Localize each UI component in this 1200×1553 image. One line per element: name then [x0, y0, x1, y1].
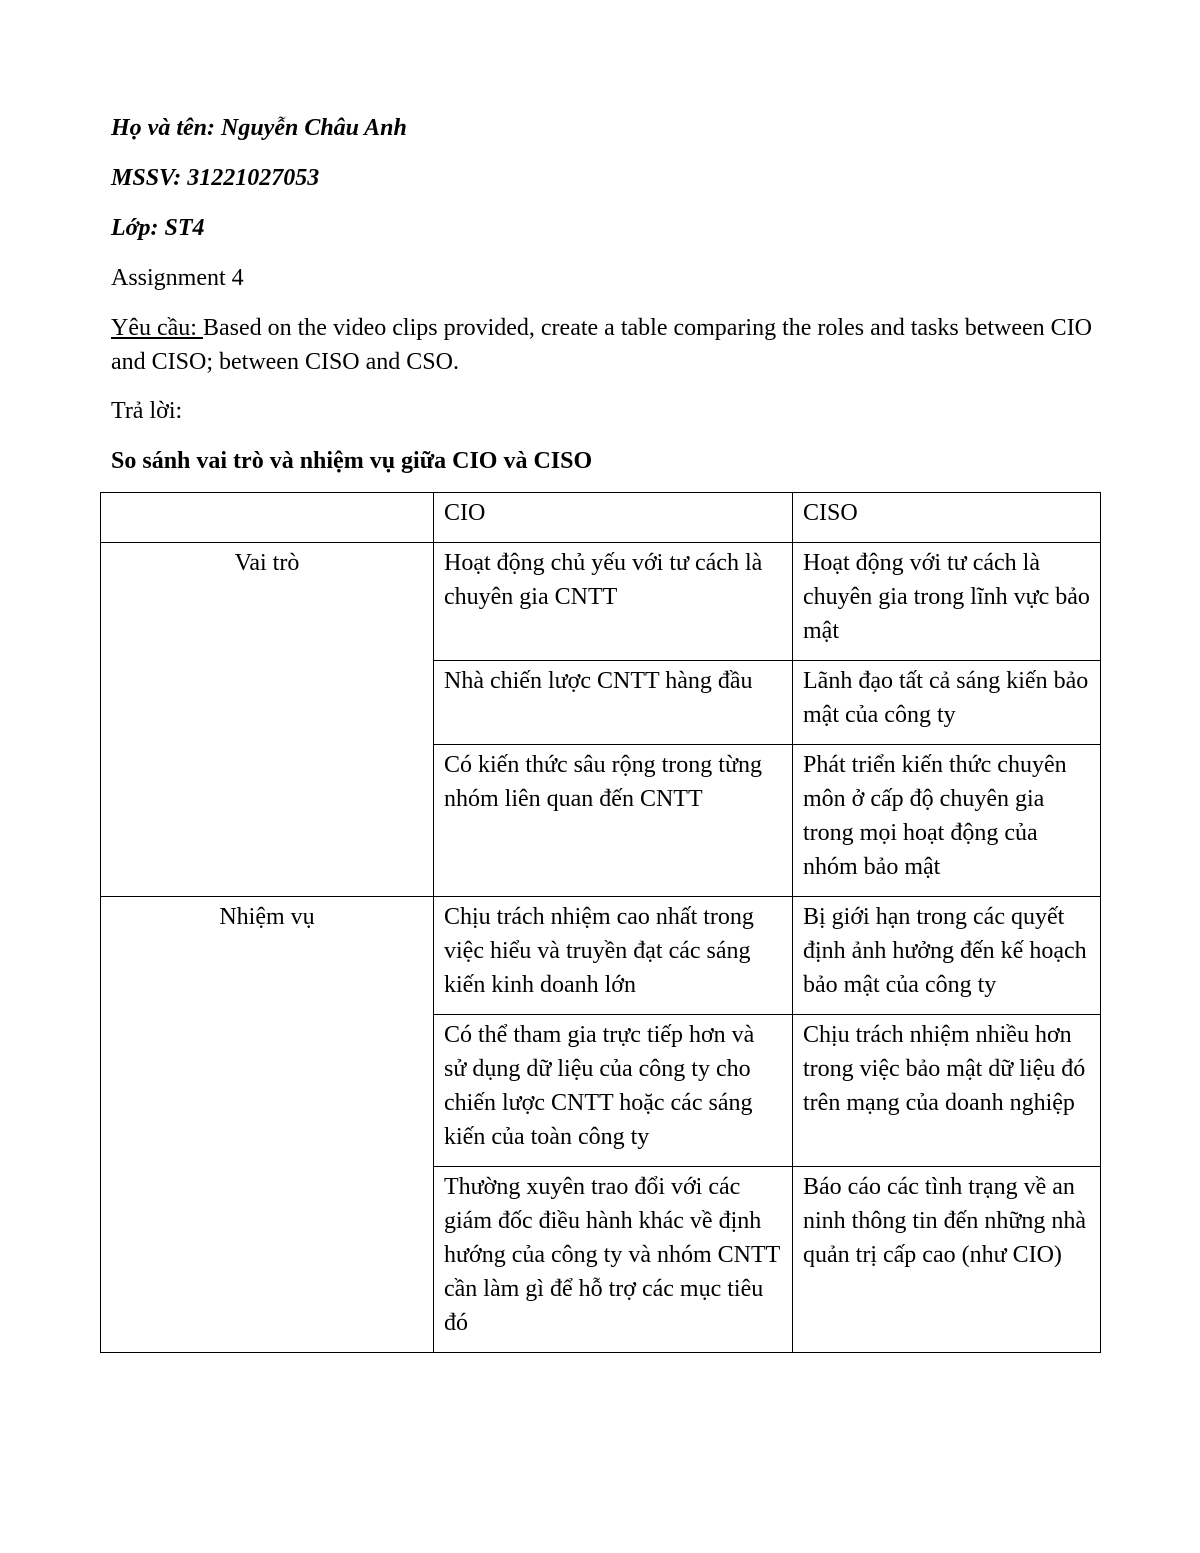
table-header-cell — [101, 493, 434, 543]
table-cell: Lãnh đạo tất cả sáng kiến bảo mật của công ty — [793, 661, 1101, 745]
table-cell: Phát triển kiến thức chuyên môn ở cấp độ chuyên gia trong mọi hoạt động của nhóm bảo mật — [793, 745, 1101, 897]
requirement-text: Based on the video clips provided, create a table comparing the roles and tasks between CIO and CISO; between CISO and CSO. — [111, 315, 1093, 375]
table-cell: Báo cáo các tình trạng về an ninh thông tin đến những nhà quản trị cấp cao (như CIO) — [793, 1167, 1101, 1353]
comparison-table — [100, 492, 1101, 1353]
table-cell: Thường xuyên trao đổi với các giám đốc điều hành khác về định hướng của công ty và nhóm CNTT cần làm gì để hỗ trợ các mục tiêu đó — [434, 1167, 793, 1353]
table-header-cell: CIO — [434, 493, 793, 543]
student-name-line: Họ và tên: Nguyễn Châu Anh — [111, 115, 407, 141]
table-cell: Hoạt động chủ yếu với tư cách là chuyên gia CNTT — [434, 543, 793, 661]
table-row — [101, 897, 1101, 1015]
table-header-cell: CISO — [793, 493, 1101, 543]
requirement-label: Yêu cầu: — [111, 315, 203, 341]
table-header-row — [101, 493, 1101, 543]
requirement-paragraph — [111, 311, 1101, 379]
table-cell: Chịu trách nhiệm nhiều hơn trong việc bảo mật dữ liệu đó trên mạng của doanh nghiệp — [793, 1015, 1101, 1167]
table-cell: Chịu trách nhiệm cao nhất trong việc hiểu và truyền đạt các sáng kiến kinh doanh lớn — [434, 897, 793, 1015]
assignment-title: Assignment 4 — [111, 265, 244, 291]
table-cell: Nhà chiến lược CNTT hàng đầu — [434, 661, 793, 745]
table-cell: Hoạt động với tư cách là chuyên gia trong lĩnh vực bảo mật — [793, 543, 1101, 661]
group-label-tasks: Nhiệm vụ — [101, 897, 434, 1353]
class-line: Lớp: ST4 — [111, 215, 205, 241]
table-cell: Có thể tham gia trực tiếp hơn và sử dụng dữ liệu của công ty cho chiến lược CNTT hoặc các sáng kiến của toàn công ty — [434, 1015, 793, 1167]
table-cell: Có kiến thức sâu rộng trong từng nhóm liên quan đến CNTT — [434, 745, 793, 897]
group-label-roles: Vai trò — [101, 543, 434, 897]
table-row — [101, 543, 1101, 661]
section-title: So sánh vai trò và nhiệm vụ giữa CIO và CISO — [111, 448, 593, 474]
table-cell: Bị giới hạn trong các quyết định ảnh hưởng đến kế hoạch bảo mật của công ty — [793, 897, 1101, 1015]
student-id-line: MSSV: 31221027053 — [111, 165, 320, 191]
answer-label: Trả lời: — [111, 398, 183, 424]
